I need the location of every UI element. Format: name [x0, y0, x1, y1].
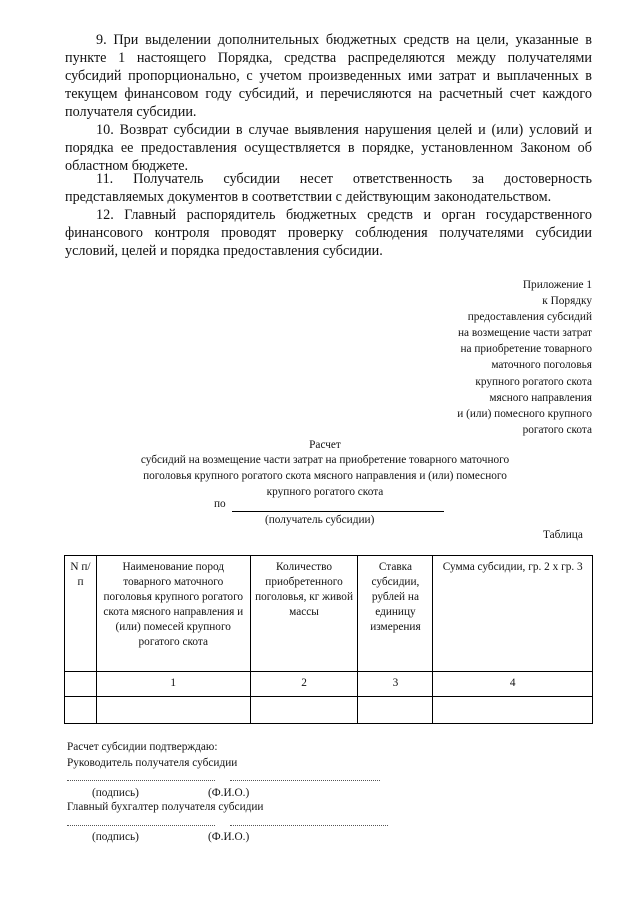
- table-cell: [358, 697, 433, 724]
- table-cell: [65, 672, 97, 697]
- calc-title: Расчет: [309, 439, 341, 451]
- appendix-line: мясного направления: [489, 391, 592, 404]
- head-signature-line: [67, 780, 215, 781]
- confirm-text: Расчет субсидии подтверждаю:: [67, 741, 218, 753]
- paragraph-11: 11. Получатель субсидии несет ответственность за достоверность представляемых документов в соответствии с действующим законодательством.: [65, 171, 592, 205]
- header-cell: N п/п: [65, 556, 97, 672]
- paragraph-9: 9. При выделении дополнительных бюджетных средств на цели, указанные в пункте 1 настоящего Порядка, средства распределяются между получателями субсидий пропорционально, с учетом произведенных ими затрат и выплаченных в текущем финансовом году субсидий, и перечисляются на расчетный счет каждого получателя субсидии.: [65, 32, 592, 120]
- appendix-line: на возмещение части затрат: [458, 327, 592, 340]
- appendix-line: к Порядку: [542, 295, 592, 308]
- appendix-line: на приобретение товарного: [460, 343, 592, 356]
- accountant-label: Главный бухгалтер получателя субсидии: [67, 801, 264, 813]
- calc-subtitle-line: поголовья крупного рогатого скота мясного направления и (или) помесного: [143, 470, 507, 482]
- appendix-line: Приложение 1: [522, 279, 592, 291]
- header-cell: Количество приобретенного поголовья, кг живой массы: [250, 556, 358, 672]
- sign-caption: (подпись): [92, 831, 139, 843]
- header-cell: Сумма субсидии, гр. 2 x гр. 3: [433, 556, 593, 672]
- table-row: [65, 697, 593, 724]
- fio-caption: (Ф.И.О.): [208, 787, 250, 799]
- appendix-line: маточного поголовья: [491, 359, 592, 372]
- calc-subtitle-line: крупного рогатого скота: [266, 486, 384, 498]
- sign-caption: (подпись): [92, 787, 139, 799]
- table-cell: [65, 697, 97, 724]
- table-header-row: [65, 556, 593, 672]
- accountant-fio-line: [230, 825, 388, 826]
- header-cell: Наименование пород товарного маточного поголовья крупного рогатого скота мясного направления и (или) помесей крупного рогатого скота: [96, 556, 250, 672]
- head-label: Руководитель получателя субсидии: [67, 757, 238, 769]
- appendix-line: крупного рогатого скота: [475, 375, 592, 388]
- table-cell: [250, 697, 358, 724]
- paragraph-12: 12. Главный распорядитель бюджетных средств и орган государственного финансового контроля проводят проверку соблюдения получателями субсидии условий, целей и порядка предоставления субсидии.: [65, 207, 592, 259]
- header-cell: Ставка субсидии, рублей на единицу измерения: [358, 556, 433, 672]
- table-cell: 2: [250, 672, 358, 697]
- appendix-block: [372, 277, 592, 438]
- table-cell: [433, 697, 593, 724]
- paragraph-10: 10. Возврат субсидии в случае выявления нарушения целей и (или) условий и порядка ее предоставления осуществляется в порядке, установленном Законом об областном бюджете.: [65, 122, 592, 174]
- appendix-line: и (или) помесного крупного: [457, 407, 592, 420]
- subsidy-table: [64, 555, 593, 724]
- table-cell: 4: [433, 672, 593, 697]
- table-cell: 1: [96, 672, 250, 697]
- accountant-signature-line: [67, 825, 215, 826]
- appendix-line: рогатого скота: [522, 423, 592, 436]
- appendix-line: предоставления субсидий: [467, 311, 592, 324]
- head-fio-line: [230, 780, 380, 781]
- table-cell: [96, 697, 250, 724]
- table-label: Таблица: [543, 529, 583, 541]
- table-row: [65, 672, 593, 697]
- calc-subtitle-line: субсидий на возмещение части затрат на приобретение товарного маточного: [140, 454, 510, 466]
- table-cell: 3: [358, 672, 433, 697]
- recipient-line: [232, 511, 444, 512]
- po-label: по: [214, 498, 226, 510]
- fio-caption: (Ф.И.О.): [208, 831, 250, 843]
- calc-subtitle: [90, 452, 560, 500]
- recipient-caption: (получатель субсидии): [265, 514, 375, 526]
